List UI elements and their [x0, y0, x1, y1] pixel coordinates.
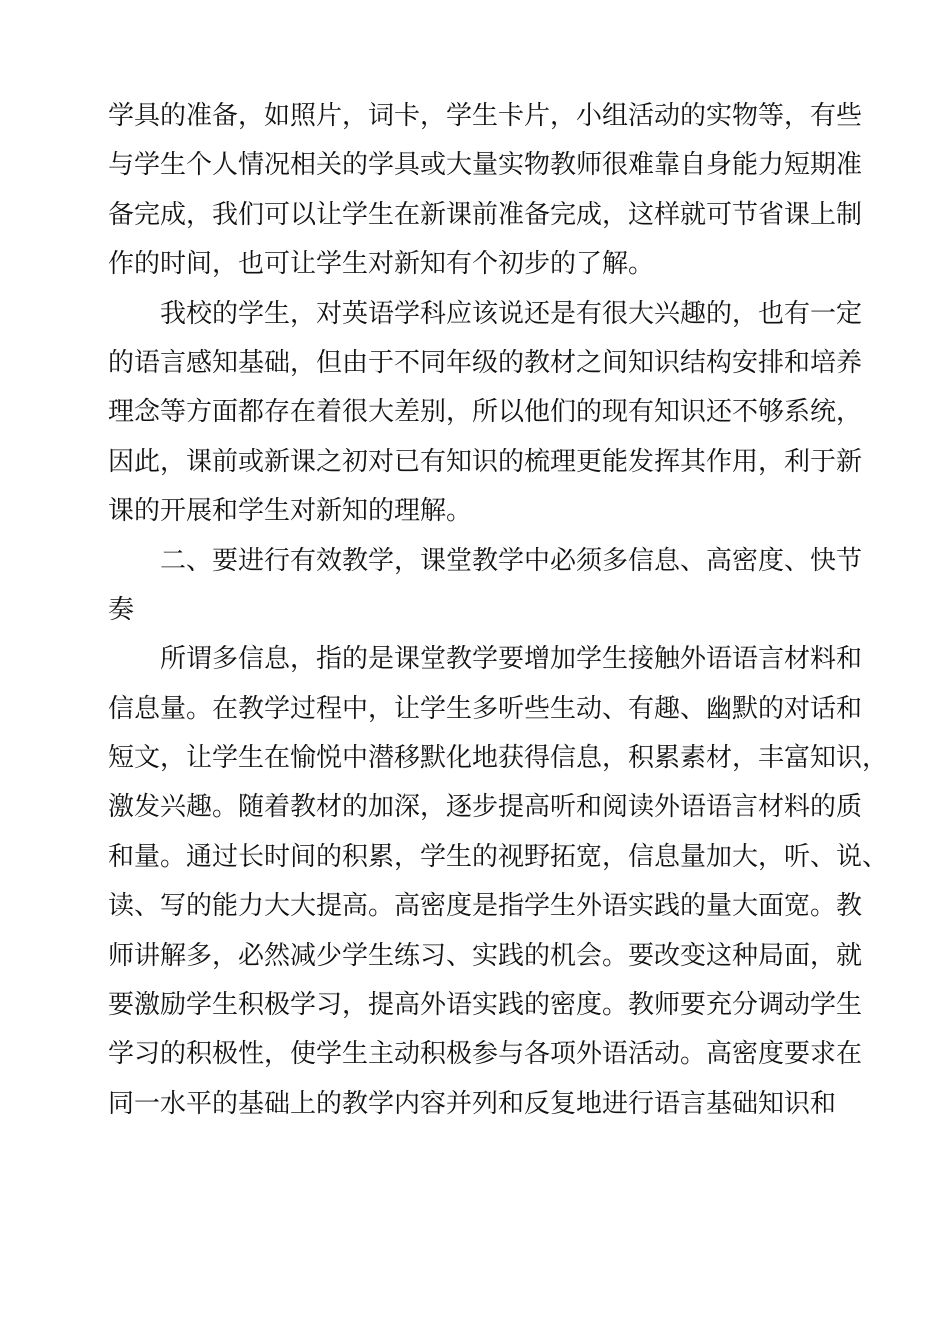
paragraph: [108, 635, 889, 1129]
text-line: 学习的积极性，使学生主动积极参与各项外语活动。高密度要求在: [108, 1039, 863, 1070]
text-line: 读、写的能力大大提高。高密度是指学生外语实践的量大面宽。教: [108, 891, 863, 922]
text-line: 信息量。在教学过程中，让学生多听些生动、有趣、幽默的对话和: [108, 693, 863, 724]
text-line: 激发兴趣。随着教材的加深，逐步提高听和阅读外语语言材料的质: [108, 792, 863, 823]
text-line: 短文，让学生在愉悦中潜移默化地获得信息，积累素材，丰富知识，: [108, 743, 889, 774]
text-line: 我校的学生，对英语学科应该说还是有很大兴趣的，也有一定: [160, 298, 863, 329]
text-line: 和量。通过长时间的积累，学生的视野拓宽，信息量加大，听、说、: [108, 841, 889, 872]
text-line: 要激励学生积极学习，提高外语实践的密度。教师要充分调动学生: [108, 990, 863, 1021]
text-line: 二、要进行有效教学，课堂教学中必须多信息、高密度、快节: [160, 545, 863, 576]
text-line: 所谓多信息，指的是课堂教学要增加学生接触外语语言材料和: [160, 644, 863, 675]
text-line: 因此，课前或新课之初对已有知识的梳理更能发挥其作用，利于新: [108, 446, 863, 477]
text-line: 与学生个人情况相关的学具或大量实物教师很难靠自身能力短期准: [108, 150, 863, 181]
text-line: 同一水平的基础上的教学内容并列和反复地进行语言基础知识和: [108, 1088, 837, 1119]
paragraph: [108, 92, 863, 290]
text-line: 作的时间，也可让学生对新知有个初步的了解。: [108, 249, 655, 280]
text-line: 备完成，我们可以让学生在新课前准备完成，这样就可节省课上制: [108, 199, 863, 230]
paragraph: [108, 290, 863, 537]
document-body: [108, 92, 889, 1129]
text-line: 师讲解多，必然减少学生练习、实践的机会。要改变这种局面，就: [108, 940, 863, 971]
text-line: 奏: [108, 594, 135, 625]
text-line: 的语言感知基础，但由于不同年级的教材之间知识结构安排和培养: [108, 347, 863, 378]
text-line: 理念等方面都存在着很大差别，所以他们的现有知识还不够系统，: [108, 397, 863, 428]
text-line: 课的开展和学生对新知的理解。: [108, 496, 473, 527]
section-heading: [108, 537, 863, 636]
text-line: 学具的准备，如照片，词卡，学生卡片，小组活动的实物等，有些: [108, 101, 863, 131]
